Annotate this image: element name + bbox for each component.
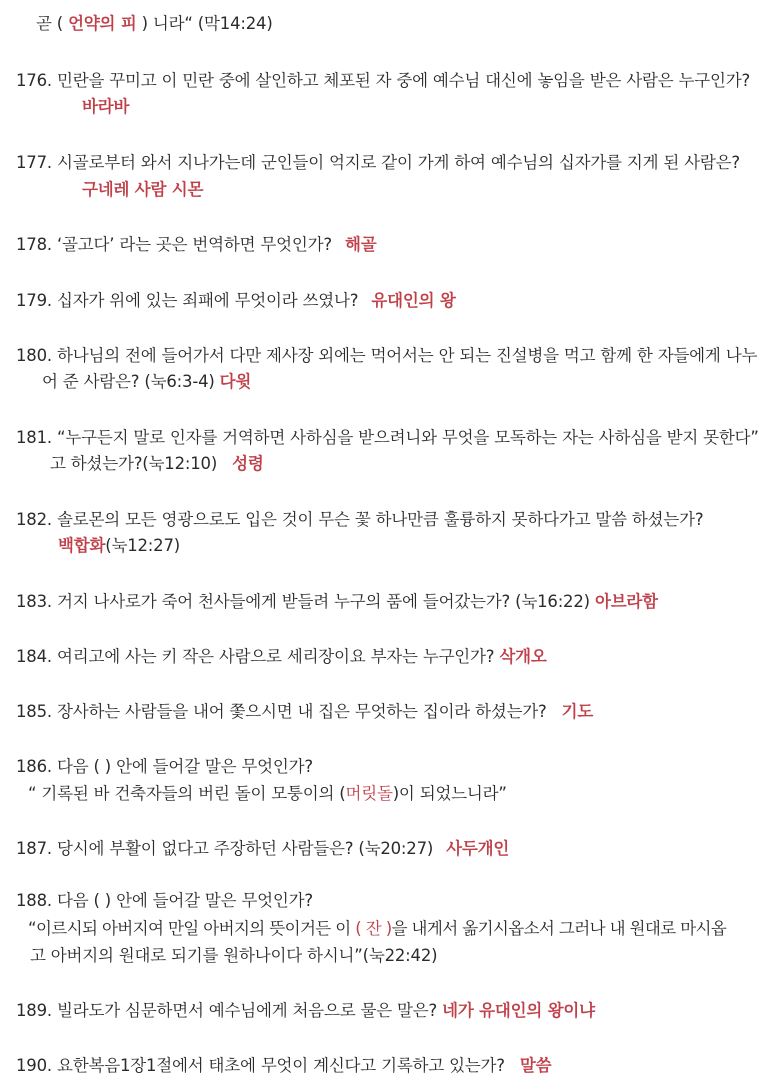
question-text: 당시에 부활이 없다고 주장하던 사람들은? (눅20:27)	[57, 839, 434, 858]
question-number: 180.	[16, 346, 52, 365]
quote-pre: “이르시되 아버지여 만일 아버지의 뜻이거든 이	[28, 919, 356, 938]
question-183	[16, 591, 658, 613]
carryover-line	[36, 13, 273, 35]
question-182	[16, 509, 703, 531]
question-text: 거지 나사로가 죽어 천사들에게 받들려 누구의 품에 들어갔는가? (눅16:22)	[57, 592, 590, 611]
question-number: 187.	[16, 839, 52, 858]
question-number: 176.	[16, 71, 52, 90]
question-176	[16, 70, 750, 92]
question-187	[16, 838, 509, 860]
question-text: 다음 ( ) 안에 들어갈 말은 무엇인가?	[57, 757, 313, 776]
question-text: ‘골고다’ 라는 곳은 번역하면 무엇인가?	[57, 235, 332, 254]
question-text: 하나님의 전에 들어가서 다만 제사장 외에는 먹어서는 안 되는 진설병을 먹고 함께 한 자들에게 나누	[57, 346, 758, 365]
question-185	[16, 701, 593, 723]
answer-181: 성령	[232, 454, 264, 473]
question-188	[16, 890, 313, 912]
answer-182-ref: (눅12:27)	[105, 536, 180, 555]
answer-188: ( 잔 )	[355, 919, 392, 938]
question-181	[16, 427, 759, 449]
question-188-quote-cont	[30, 945, 437, 967]
quote-post: 을 내게서 옮기시옵소서 그러나 내 원대로 마시옵	[391, 919, 727, 938]
question-179	[16, 290, 456, 312]
quote-line2: 고 아버지의 원대로 되기를 원하나이다 하시니”(눅22:42)	[30, 946, 438, 965]
answer-178: 해골	[344, 235, 377, 254]
answer-177: 구네레 사람 시몬	[82, 180, 204, 199]
question-text: 빌라도가 심문하면서 예수님에게 처음으로 물은 말은?	[57, 1001, 438, 1020]
question-186-quote	[28, 783, 507, 805]
question-188-quote	[28, 918, 726, 940]
carryover-pre: 곧 (	[36, 14, 69, 33]
answer-184: 삭개오	[499, 647, 547, 666]
answer-190: 말씀	[519, 1056, 552, 1075]
answer-189: 네가 유대인의 왕이냐	[442, 1001, 595, 1020]
question-number: 186.	[16, 757, 52, 776]
question-177	[16, 152, 740, 174]
question-number: 183.	[16, 592, 52, 611]
question-text: “누구든지 말로 인자를 거역하면 사하심을 받으려니와 무엇을 모독하는 자는 사하심을 받지 못한다”	[57, 428, 759, 447]
answer-183: 아브라함	[594, 592, 658, 611]
question-text-cont: 어 준 사람은? (눅6:3-4)	[42, 372, 215, 391]
question-text: 장사하는 사람들을 내어 쫓으시면 내 집은 무엇하는 집이라 하셨는가?	[57, 702, 547, 721]
quote-post: )이 되었느니라”	[392, 784, 507, 803]
question-text: 십자가 위에 있는 죄패에 무엇이라 쓰였나?	[57, 291, 359, 310]
question-number: 189.	[16, 1001, 52, 1020]
question-text: 요한복음1장1절에서 태초에 무엇이 계신다고 기록하고 있는가?	[57, 1056, 505, 1075]
answer-186: 머릿돌	[345, 784, 393, 803]
answer-182: 백합화	[58, 536, 106, 555]
answer-182-line	[58, 535, 180, 557]
question-text: 시골로부터 와서 지나가는데 군인들이 억지로 같이 가게 하여 예수님의 십자가를 지게 된 사람은?	[57, 153, 740, 172]
question-number: 181.	[16, 428, 52, 447]
question-180	[16, 345, 757, 367]
question-number: 184.	[16, 647, 52, 666]
question-text: 솔로몬의 모든 영광으로도 입은 것이 무슨 꽃 하나만큼 훌륭하지 못하다가고 말씀 하셨는가?	[57, 510, 704, 529]
question-text-cont: 고 하셨는가?(눅12:10)	[50, 454, 218, 473]
carryover-post: ) 니라“ (막14:24)	[136, 14, 273, 33]
question-186	[16, 756, 313, 778]
answer-185: 기도	[561, 702, 594, 721]
question-184	[16, 646, 547, 668]
question-number: 185.	[16, 702, 52, 721]
question-number: 177.	[16, 153, 52, 172]
question-178	[16, 234, 376, 256]
question-189	[16, 1000, 595, 1022]
question-text: 다음 ( ) 안에 들어갈 말은 무엇인가?	[57, 891, 313, 910]
answer-179: 유대인의 왕	[371, 291, 456, 310]
question-number: 178.	[16, 235, 52, 254]
question-181-cont	[50, 453, 264, 475]
question-number: 182.	[16, 510, 52, 529]
question-text: 민란을 꾸미고 이 민란 중에 살인하고 체포된 자 중에 예수님 대신에 놓임을 받은 사람은 누구인가?	[57, 71, 751, 90]
question-190	[16, 1055, 551, 1077]
question-180-cont	[42, 371, 251, 393]
answer-187: 사두개인	[446, 839, 510, 858]
carryover-answer: 언약의 피	[68, 14, 137, 33]
question-number: 179.	[16, 291, 52, 310]
answer-180: 다윗	[219, 372, 252, 391]
answer-176: 바라바	[82, 97, 130, 116]
quote-pre: “ 기록된 바 건축자들의 버린 돌이 모퉁이의 (	[28, 784, 346, 803]
question-number: 190.	[16, 1056, 52, 1075]
question-number: 188.	[16, 891, 52, 910]
question-text: 여리고에 사는 키 작은 사람으로 세리장이요 부자는 누구인가?	[57, 647, 495, 666]
